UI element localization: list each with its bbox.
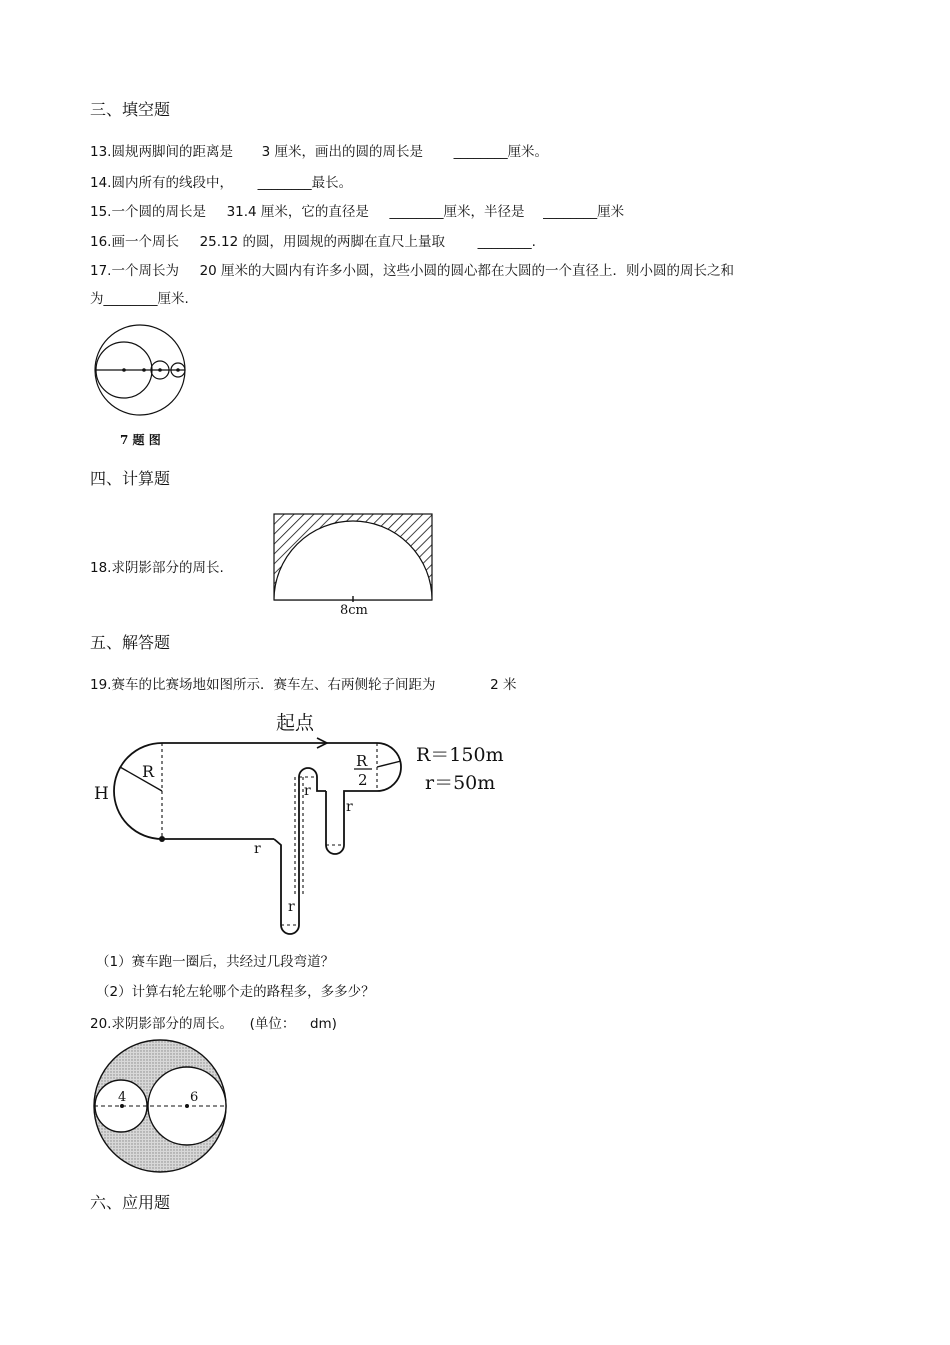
figure-19-R-label: R (142, 762, 155, 781)
figure-18-shaded-rectangle (268, 510, 438, 620)
q15-blank-2[interactable]: ________ (543, 204, 598, 220)
question-19-sub-1: （1）赛车跑一圈后，共经过几段弯道？ (96, 954, 335, 970)
q13-blank[interactable]: ________ (453, 144, 508, 160)
figure-19-race-track (90, 705, 510, 935)
question-17-line-2 (90, 287, 189, 307)
figure-19-frac-num: R (356, 752, 368, 770)
figure-19-H-label: H (94, 784, 109, 804)
figure-19-r-label-2: r (346, 799, 353, 815)
q13-text-a: 13.圆规两脚间的距离是 (90, 144, 233, 160)
q16-text-b: 25.12 的圆，用圆规的两脚在直尺上量取 (199, 234, 446, 250)
question-18: 18.求阴影部分的周长. (90, 560, 224, 576)
figure-17-circles (92, 324, 192, 414)
q17-text-line2: 为 (90, 291, 104, 307)
figure-19-frac-den: 2 (358, 771, 368, 789)
figure-18-label: 8cm (340, 603, 368, 618)
question-14 (90, 171, 352, 191)
figure-17-caption: 7 题 图 (120, 433, 161, 447)
q17-text-a: 17.一个周长为 (90, 263, 179, 279)
q15-text-a: 15.一个圆的周长是 (90, 204, 206, 220)
q15-text-c: 厘米，半径是 (443, 204, 525, 220)
figure-19-start-label: 起点 (276, 712, 315, 734)
section-apply-title: 六、应用题 (90, 1193, 171, 1212)
q14-blank[interactable]: ________ (257, 175, 312, 191)
q20-text-b: (单位： (249, 1016, 296, 1032)
q13-text-b: 3 厘米，画出的圆的周长是 (261, 144, 423, 160)
section-fill-title: 三、填空题 (90, 100, 171, 119)
q15-blank-1[interactable]: ________ (389, 204, 444, 220)
question-13 (90, 140, 548, 160)
q15-text-d: 厘米 (597, 204, 625, 220)
q16-text-c: . (531, 234, 536, 250)
q14-text-a: 14.圆内所有的线段中， (90, 175, 233, 191)
figure-19-R-equation: R＝150m (416, 744, 504, 766)
figure-19-r-label-1: r (304, 783, 311, 799)
figure-19-r-label-4: r (288, 899, 295, 915)
question-20 (90, 1012, 337, 1032)
q17-blank[interactable]: ________ (103, 291, 158, 307)
question-19 (90, 673, 516, 693)
q13-text-c: 厘米。 (507, 144, 549, 160)
question-17 (90, 259, 734, 279)
q14-text-c: 最长。 (311, 175, 353, 191)
section-answer-title: 五、解答题 (90, 633, 171, 652)
q17-text-b: 20 厘米的大圆内有许多小圆，这些小圆的圆心都在大圆的一个直径上．则小圆的周长之和 (199, 263, 735, 279)
q16-text-a: 16.画一个周长 (90, 234, 179, 250)
question-16 (90, 230, 536, 250)
figure-20-shaded-circles (92, 1038, 232, 1178)
question-19-sub-2: （2）计算右轮左轮哪个走的路程多，多多少？ (96, 984, 375, 1000)
q15-text-b: 31.4 厘米，它的直径是 (226, 204, 369, 220)
figure-19-r-label-3: r (254, 841, 261, 857)
figure-20-label-4: 4 (118, 1090, 127, 1105)
figure-20-label-6: 6 (190, 1090, 199, 1105)
figure-19-r-equation: r＝50m (425, 772, 496, 794)
question-15 (90, 200, 624, 220)
q19-text-b: 2 米 (490, 677, 517, 693)
q17-text-c: 厘米. (157, 291, 189, 307)
q20-text-c: dm) (309, 1016, 337, 1032)
q19-text-a: 19.赛车的比赛场地如图所示．赛车左、右两侧轮子间距为 (90, 677, 436, 693)
q20-text-a: 20.求阴影部分的周长。 (90, 1016, 233, 1032)
section-calc-title: 四、计算题 (90, 469, 171, 488)
q16-blank[interactable]: ________ (477, 234, 532, 250)
